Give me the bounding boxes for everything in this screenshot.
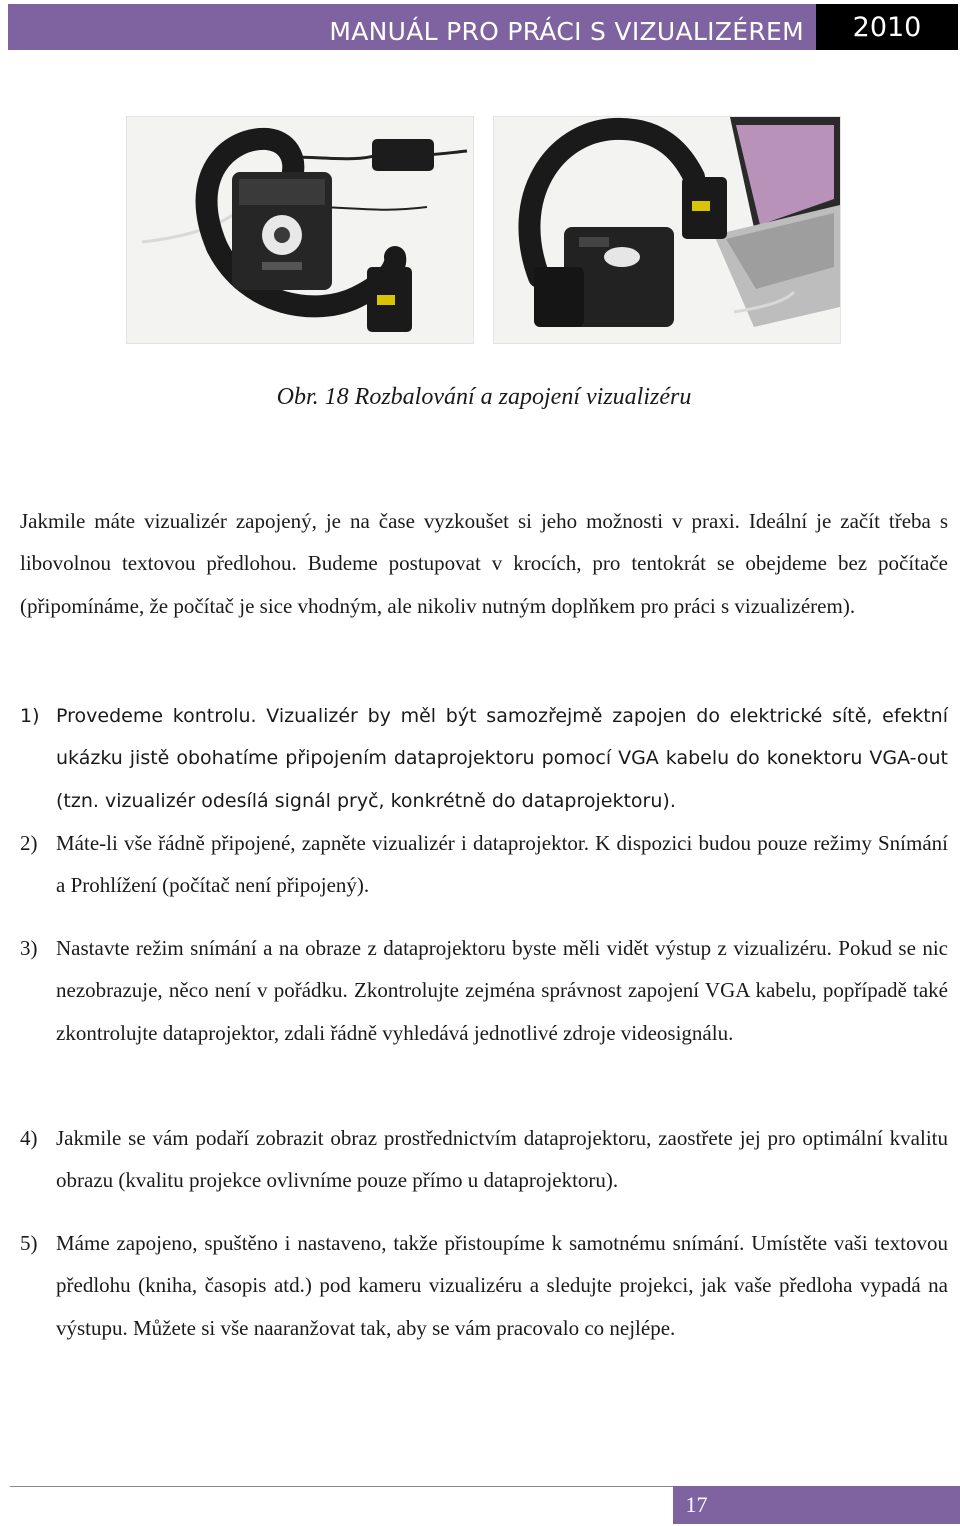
step-item (20, 822, 948, 907)
step-text: Jakmile se vám podaří zobrazit obraz prostřednictvím dataprojektoru, zaostřete jej pro optimální kvalitu obrazu (kvalitu projekce ovlivníme pouze přímo u dataprojektoru). (56, 1126, 948, 1193)
step-number: 5) (20, 1231, 38, 1255)
step-text: Máme zapojeno, spuštěno i nastaveno, takže přistoupíme k samotnému snímání. Umístěte vaši textovou předlohu (kniha, časopis atd.) pod kameru vizualizéru a sledujte projekci, jak vaše předloha vypadá na výstupu. Můžete si vše naaranžovat tak, aby se vám pracovalo co nejlépe. (56, 1231, 948, 1340)
step-item (20, 1222, 948, 1349)
intro-paragraph: Jakmile máte vizualizér zapojený, je na čase vyzkoušet si jeho možnosti v praxi. Ideální je začít třeba s libovolnou textovou předlohou. Budeme postupovat v krocích, pro tentokrát se obejdeme bez počítače (připomínáme, že počítač je sice vhodným, ale nikoliv nutným doplňkem pro práci s vizualizérem). (20, 509, 948, 618)
step-item (20, 695, 948, 822)
photo-visualizer-connected (493, 116, 841, 344)
step-text: Nastavte režim snímání a na obraze z dataprojektoru byste měli vidět výstup z vizualizéru. Pokud se nic nezobrazuje, něco není v pořádku. Zkontrolujte zejména správnost zapojení VGA kabelu, popřípadě také zkontrolujte dataprojektor, zdali řádně vyhledává jednotlivé zdroje videosignálu. (56, 936, 948, 1045)
page-number-text: 17 (685, 1492, 708, 1517)
header-year: 2010 (816, 4, 958, 50)
step-number: 2) (20, 831, 38, 855)
figure-caption: Obr. 18 Rozbalování a zapojení vizualizéru (276, 384, 692, 410)
photo-visualizer-unpacking (126, 116, 474, 344)
step-text: Provedeme kontrolu. Vizualizér by měl být samozřejmě zapojen do elektrické sítě, efektní ukázku jistě obohatíme připojením dataprojektoru pomocí VGA kabelu do konektoru VGA-out (tzn. vizualizér odesílá signál pryč, konkrétně do dataprojektoru). (56, 705, 948, 812)
header-title: MANUÁL PRO PRÁCI S VIZUALIZÉREM (8, 4, 816, 50)
step-number: 3) (20, 936, 38, 960)
page-number (673, 1486, 960, 1524)
step-number: 1) (20, 705, 40, 727)
step-item (20, 927, 948, 1054)
figure-photos (126, 116, 840, 344)
page-header (8, 4, 958, 50)
step-item (20, 1117, 948, 1202)
step-number: 4) (20, 1126, 38, 1150)
step-text: Máte-li vše řádně připojené, zapněte vizualizér i dataprojektor. K dispozici budou pouze režimy Snímání a Prohlížení (počítač není připojený). (56, 831, 948, 898)
